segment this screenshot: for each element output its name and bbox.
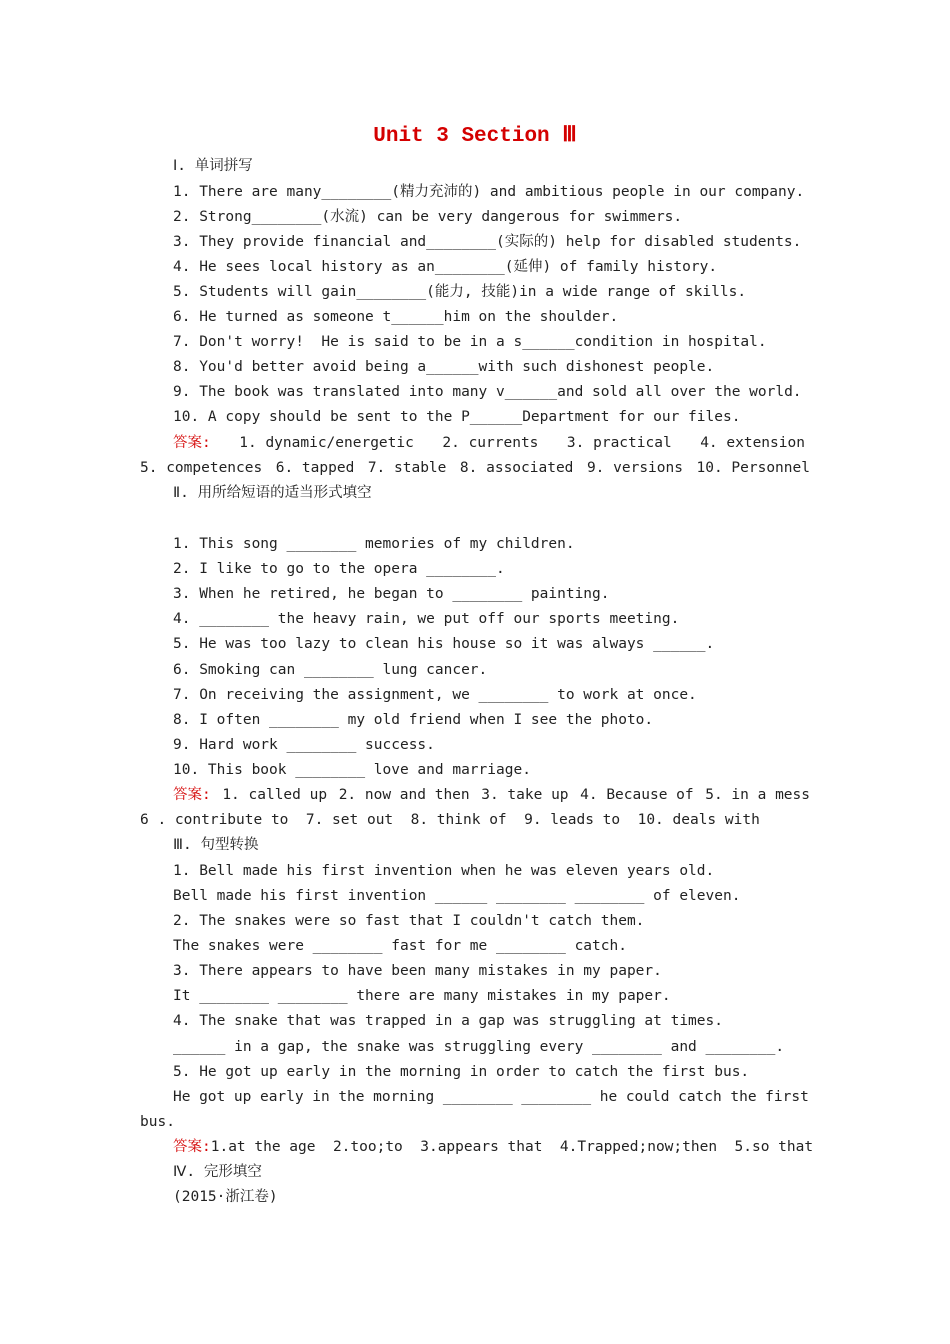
- answer-item: 3. take up: [481, 787, 569, 803]
- s3-line-9: 5. He got up early in the morning in order to catch the first bus.: [173, 1064, 750, 1080]
- word: early: [259, 1089, 304, 1105]
- s1-item-4: 4. He sees local history as an________(延伸) of family history.: [173, 259, 718, 275]
- s2-item-5: 5. He was too lazy to clean his house so it was always ______.: [173, 636, 715, 652]
- answer-label: 答案:: [173, 1139, 211, 1155]
- s2-item-10: 10. This book ________ love and marriage.: [173, 762, 531, 778]
- s3-line-2: Bell made his first invention ______ ________ ________ of eleven.: [173, 888, 741, 904]
- s3-line-3: 2. The snakes were so fast that I couldn't catch them.: [173, 913, 645, 929]
- s3-answer-line: [173, 1137, 813, 1157]
- s3-line-8: ______ in a gap, the snake was struggling every ________ and ________.: [173, 1039, 785, 1055]
- word: He: [173, 1089, 191, 1105]
- s2-item-6: 6. Smoking can ________ lung cancer.: [173, 662, 488, 678]
- answer-item: 9. versions: [586, 460, 683, 476]
- answer-item: 1. called up: [222, 787, 328, 803]
- s2-item-3: 3. When he retired, he began to ________ painting.: [173, 586, 610, 602]
- answer-item: 2. now and then: [338, 787, 470, 803]
- word: the: [338, 1089, 365, 1105]
- answer-item: 2. currents: [442, 435, 539, 451]
- s1-item-2: 2. Strong________(水流) can be very dangerous for swimmers.: [173, 209, 683, 225]
- s1-item-8: 8. You'd better avoid being a______with such dishonest people.: [173, 359, 715, 375]
- section-1-heading: Ⅰ. 单词拼写: [173, 158, 253, 174]
- s3-line-6: It ________ ________ there are many mistakes in my paper.: [173, 988, 671, 1004]
- word: ________: [442, 1089, 513, 1105]
- answer-item: 5. competences: [140, 460, 263, 476]
- word: could: [625, 1089, 670, 1105]
- s1-answer-line-2: [140, 458, 810, 478]
- answer-item: 7. stable: [367, 460, 447, 476]
- answer-label: 答案:: [173, 435, 211, 451]
- word: the: [730, 1089, 757, 1105]
- s3-line-11: bus.: [140, 1114, 175, 1130]
- s1-item-7: 7. Don't worry! He is said to be in a s______condition in hospital.: [173, 334, 767, 350]
- s2-item-4: 4. ________ the heavy rain, we put off our sports meeting.: [173, 611, 680, 627]
- section-4-heading: Ⅳ. 完形填空: [173, 1164, 262, 1180]
- word: in: [312, 1089, 330, 1105]
- s2-answer-line-2: 6 . contribute to 7. set out 8. think of 9. leads to 10. deals with: [140, 812, 760, 828]
- s2-item-8: 8. I often ________ my old friend when I see the photo.: [173, 712, 654, 728]
- answer-text: 1.at the age 2.too;to 3.appears that 4.Trapped;now;then 5.so that: [210, 1139, 814, 1155]
- s1-item-3: 3. They provide financial and________(实际的) help for disabled students.: [173, 234, 802, 250]
- s1-item-5: 5. Students will gain________(能力, 技能)in a wide range of skills.: [173, 284, 747, 300]
- s3-line-7: 4. The snake that was trapped in a gap was struggling at times.: [173, 1013, 723, 1029]
- s2-item-7: 7. On receiving the assignment, we ________ to work at once.: [173, 687, 697, 703]
- section-2-heading: Ⅱ. 用所给短语的适当形式填空: [173, 485, 372, 501]
- s3-line-10: [173, 1087, 809, 1107]
- s3-line-5: 3. There appears to have been many mistakes in my paper.: [173, 963, 662, 979]
- answer-item: 4. Because of: [580, 787, 694, 803]
- s1-item-10: 10. A copy should be sent to the P______Department for our files.: [173, 409, 741, 425]
- answer-item: 1. dynamic/energetic: [239, 435, 414, 451]
- word: ________: [521, 1089, 592, 1105]
- word: morning: [373, 1089, 435, 1105]
- s2-answer-line-1: [173, 785, 810, 805]
- s3-line-4: The snakes were ________ fast for me ________ catch.: [173, 938, 627, 954]
- word: catch: [678, 1089, 722, 1105]
- answer-item: 6. tapped: [275, 460, 355, 476]
- s3-line-1: 1. Bell made his first invention when he was eleven years old.: [173, 863, 715, 879]
- answer-item: 4. extension: [700, 435, 805, 451]
- word: up: [233, 1089, 252, 1105]
- s1-item-1: 1. There are many________(精力充沛的) and ambitious people in our company.: [173, 184, 805, 200]
- s1-item-6: 6. He turned as someone t______him on the shoulder.: [173, 309, 619, 325]
- word: got: [199, 1089, 226, 1105]
- answer-item: 10. Personnel: [696, 460, 810, 476]
- s1-answer-line-1: [173, 433, 805, 453]
- answer-item: 8. associated: [459, 460, 574, 476]
- s1-item-9: 9. The book was translated into many v______and sold all over the world.: [173, 384, 802, 400]
- answer-item: 5. in a mess: [705, 787, 810, 803]
- s2-item-2: 2. I like to go to the opera ________.: [173, 561, 505, 577]
- word: he: [599, 1089, 618, 1105]
- answer-item: 3. practical: [566, 435, 672, 451]
- s2-item-1: 1. This song ________ memories of my children.: [173, 536, 575, 552]
- page-title: Unit 3 Section Ⅲ: [373, 125, 577, 148]
- word: first: [765, 1089, 809, 1105]
- section-3-heading: Ⅲ. 句型转换: [173, 837, 259, 853]
- answer-label: 答案:: [173, 787, 211, 803]
- section-4-source: (2015·浙江卷): [173, 1189, 278, 1205]
- s2-item-9: 9. Hard work ________ success.: [173, 737, 435, 753]
